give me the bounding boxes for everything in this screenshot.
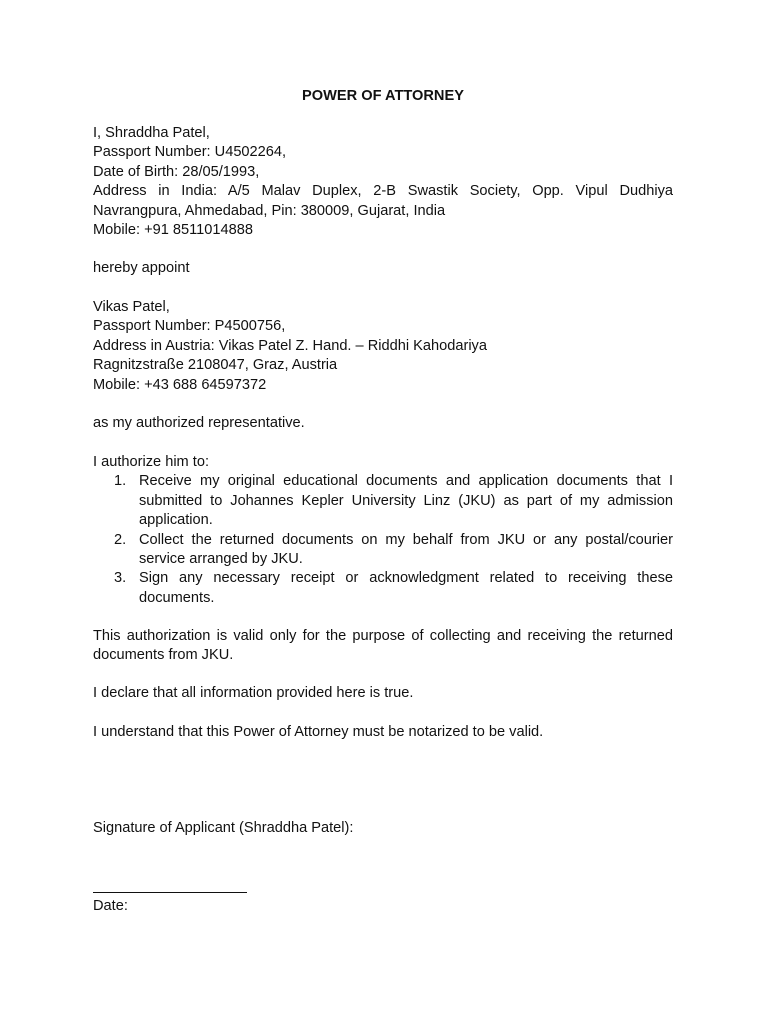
notary-text: I understand that this Power of Attorney must be notarized to be valid. [93, 724, 544, 740]
grantor-dob: Date of Birth: 28/05/1993, [93, 163, 260, 180]
signature-label: Signature of Applicant (Shraddha Patel): [93, 820, 354, 836]
document-title: POWER OF ATTORNEY [302, 88, 464, 104]
authorization-item: 2. Collect the returned documents on my behalf from JKU or any postal/courier service arranged by JKU. [114, 531, 673, 568]
authorization-item: 3. Sign any necessary receipt or acknowledgment related to receiving these documents. [114, 570, 673, 606]
authorize-intro: I authorize him to: [93, 454, 209, 470]
grantor-address: Address in India: A/5 Malav Duplex, 2-B Swastik Society, Opp. Vipul Dudhiya Navrangpura, Ahmedabad, Pin: 380009, Gujarat, India [93, 183, 673, 219]
grantor-details [93, 124, 673, 240]
grantor-mobile: Mobile: +91 8511014888 [93, 222, 253, 239]
attorney-mobile: Mobile: +43 688 64597372 [93, 376, 267, 393]
representative-text: as my authorized representative. [93, 415, 305, 431]
authorization-item: 1. Receive my original educational documents and application documents that I submitted to Johannes Kepler University Linz (JKU) as part of my admission application. [114, 473, 673, 529]
date-label: Date: [93, 898, 128, 914]
grantor-passport: Passport Number: U4502264, [93, 144, 287, 161]
appoint-text: hereby appoint [93, 260, 190, 276]
declaration-text: I declare that all information provided here is true. [93, 685, 414, 701]
authorization-list [93, 472, 673, 608]
grantor-name: I, Shraddha Patel, [93, 125, 210, 141]
attorney-details [93, 298, 673, 395]
attorney-address-line1: Address in Austria: Vikas Patel Z. Hand. – Riddhi Kahodariya [93, 337, 487, 354]
signature-line [93, 892, 247, 893]
attorney-name: Vikas Patel, [93, 299, 170, 315]
attorney-passport: Passport Number: P4500756, [93, 318, 286, 335]
validity-text: This authorization is valid only for the purpose of collecting and receiving the returned documents from JKU. [93, 628, 673, 664]
document-page [93, 0, 673, 1024]
authorization-section [93, 453, 673, 608]
attorney-address-line2: Ragnitzstraße 2108047, Graz, Austria [93, 357, 338, 374]
